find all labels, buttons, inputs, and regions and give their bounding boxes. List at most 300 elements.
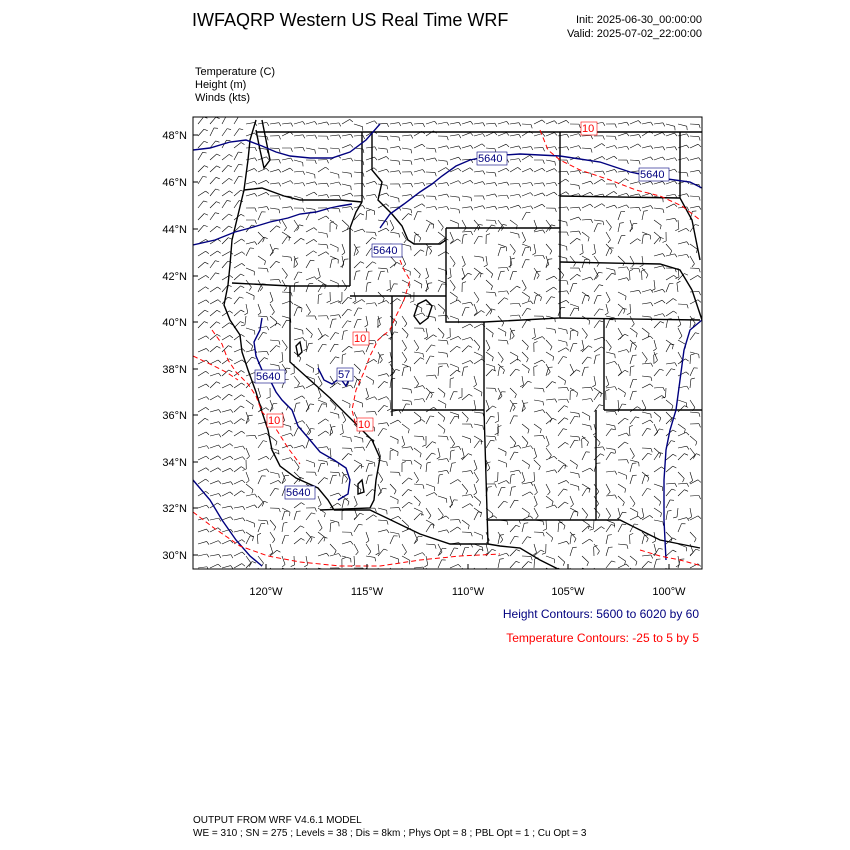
wind-barb-flag — [260, 576, 262, 579]
wind-barb-shaft — [678, 220, 679, 229]
wind-barb-flag — [610, 251, 612, 255]
wind-barb-flag — [279, 508, 280, 512]
wind-barb-flag — [217, 166, 221, 168]
wind-barb-flag — [530, 516, 533, 519]
wind-barb-flag — [217, 154, 221, 156]
wind-barb-shaft — [498, 220, 503, 227]
wind-barb-shaft — [666, 133, 674, 136]
wind-barb-flag — [363, 173, 364, 177]
wind-barb-shaft — [270, 472, 279, 474]
wind-barb-shaft — [606, 248, 610, 256]
wind-barb-flag — [240, 297, 244, 298]
wind-barb-flag — [435, 545, 436, 549]
wind-barb-flag — [579, 231, 581, 235]
lat-tick-label: 48°N — [162, 130, 187, 142]
wind-barb-flag — [491, 440, 495, 441]
wind-barb-shaft — [486, 400, 489, 408]
wind-barb-flag — [673, 466, 677, 468]
wind-barb-flag — [531, 125, 532, 129]
wind-barb-shaft — [354, 436, 363, 438]
wind-barb-flag — [684, 454, 688, 456]
wind-barb-flag — [471, 494, 473, 497]
wind-barb-shaft — [246, 193, 255, 196]
wind-barb-shaft — [606, 273, 612, 280]
wind-barb-shaft — [258, 456, 266, 460]
wind-barb-flag — [430, 251, 432, 254]
wind-barb-shaft — [666, 181, 674, 184]
wind-barb-flag — [534, 342, 538, 343]
wind-barb-flag — [327, 149, 328, 153]
wind-barb-shaft — [678, 424, 685, 429]
wind-barb-flag — [242, 349, 245, 352]
wind-barb-shaft — [402, 352, 407, 360]
wind-barb-flag — [684, 490, 688, 492]
wind-barb-shaft — [426, 492, 434, 496]
wind-barb-flag — [637, 407, 640, 409]
wind-barb-flag — [231, 566, 233, 569]
wind-barb-shaft — [474, 484, 477, 493]
wind-barb-flag — [206, 348, 209, 351]
wind-barb-flag — [351, 541, 353, 544]
wind-barb-flag — [252, 357, 256, 358]
wind-barb-flag — [507, 291, 509, 295]
wind-barb-flag — [651, 146, 653, 149]
wind-barb-flag — [241, 383, 244, 385]
wind-barb-flag — [591, 219, 593, 223]
wind-barb-flag — [346, 479, 348, 482]
wind-barb-flag — [528, 369, 529, 373]
wind-barb-shaft — [270, 292, 273, 300]
wind-barb-flag — [423, 399, 425, 402]
wind-barb-shaft — [222, 200, 227, 208]
wind-barb-shaft — [450, 300, 458, 304]
wind-barb-flag — [320, 384, 323, 387]
wind-barb-flag — [480, 273, 481, 277]
wind-barb-flag — [504, 298, 508, 300]
wind-barb-shaft — [678, 559, 680, 568]
wind-barb-flag — [351, 207, 353, 210]
wind-barb-flag — [278, 480, 281, 483]
wind-barb-flag — [275, 488, 279, 489]
wind-barb-flag — [699, 158, 701, 161]
wind-barb-shaft — [342, 220, 349, 226]
wind-barb-flag — [229, 394, 233, 396]
wind-barb-flag — [551, 538, 552, 542]
wind-barb-flag — [361, 464, 362, 468]
wind-barb-shaft — [546, 340, 552, 347]
wind-barb-flag — [299, 225, 303, 226]
wind-barb-shaft — [474, 376, 477, 385]
wind-barb-shaft — [366, 544, 371, 552]
wind-barb-shaft — [198, 176, 203, 184]
wind-barb-shaft — [246, 472, 249, 480]
wind-barb-flag — [577, 238, 580, 240]
wind-barb-shaft — [534, 435, 543, 436]
wind-barb-flag — [255, 147, 257, 151]
wind-barb-shaft — [318, 268, 320, 277]
wind-barb-shaft — [498, 121, 507, 124]
wind-barb-shaft — [498, 133, 506, 136]
wind-barb-shaft — [318, 328, 322, 336]
wind-barb-flag — [411, 135, 413, 139]
wind-barb-shaft — [666, 454, 673, 460]
wind-barb-flag — [266, 180, 269, 183]
wind-barb-shaft — [234, 383, 241, 388]
wind-barb-shaft — [414, 472, 419, 480]
wind-barb-flag — [519, 470, 521, 473]
wind-barb-flag — [458, 300, 461, 303]
wind-barb-shaft — [486, 406, 493, 412]
wind-barb-flag — [608, 240, 611, 243]
wind-barb-shaft — [426, 556, 428, 565]
wind-barb-shaft — [438, 183, 447, 184]
wind-barb-flag — [635, 346, 637, 350]
wind-barb-shaft — [570, 364, 574, 372]
wind-barb-flag — [500, 366, 504, 367]
wind-barb-shaft — [558, 268, 564, 275]
wind-barb-flag — [291, 458, 293, 461]
wind-barb-flag — [351, 186, 352, 190]
wind-barb-shaft — [582, 295, 585, 304]
wind-barb-flag — [606, 389, 610, 391]
wind-barb-flag — [284, 288, 287, 291]
wind-barb-flag — [482, 144, 485, 147]
wind-barb-flag — [399, 146, 401, 149]
wind-barb-shaft — [450, 232, 453, 240]
wind-barb-flag — [217, 310, 220, 312]
wind-barb-shaft — [618, 146, 627, 148]
wind-barb-flag — [219, 434, 221, 437]
wind-barb-shaft — [306, 328, 312, 334]
wind-barb-flag — [458, 480, 461, 483]
wind-barb-shaft — [294, 503, 301, 508]
wind-barb-flag — [432, 442, 436, 444]
wind-barb-shaft — [534, 295, 536, 304]
wind-barb-shaft — [414, 420, 422, 424]
wind-barb-flag — [627, 267, 629, 271]
wind-barb-shaft — [450, 316, 458, 319]
wind-barb-shaft — [366, 283, 367, 292]
wind-barb-flag — [543, 435, 545, 439]
wind-barb-shaft — [654, 322, 660, 328]
wind-barb-flag — [231, 410, 233, 413]
wind-barb-flag — [287, 237, 291, 238]
wind-barb-flag — [241, 274, 245, 276]
wind-barb-shaft — [654, 387, 663, 388]
wind-barb-flag — [302, 421, 305, 424]
wind-barb-flag — [483, 426, 484, 430]
wind-barb-shaft — [198, 251, 206, 256]
wind-barb-shaft — [690, 448, 695, 455]
wind-barb-flag — [427, 462, 431, 463]
wind-barb-shaft — [618, 400, 619, 409]
wind-barb-shaft — [582, 148, 591, 149]
wind-barb-flag — [255, 494, 257, 497]
wind-barb-shaft — [462, 256, 465, 264]
wind-barb-flag — [651, 206, 653, 209]
wind-barb-flag — [650, 336, 653, 339]
wind-barb-shaft — [438, 251, 446, 256]
wind-barb-shaft — [318, 195, 327, 196]
wind-barb-flag — [495, 194, 497, 197]
wind-barb-shaft — [594, 156, 602, 160]
wind-barb-shaft — [270, 436, 277, 442]
wind-barb-flag — [495, 183, 497, 186]
wind-barb-shaft — [210, 396, 218, 400]
wind-barb-flag — [416, 348, 418, 351]
wind-barb-shaft — [510, 500, 514, 508]
wind-barb-shaft — [426, 158, 435, 160]
wind-barb-flag — [331, 426, 335, 427]
wind-barb-shaft — [234, 518, 243, 520]
wind-barb-shaft — [366, 460, 375, 463]
wind-barb-shaft — [594, 337, 603, 340]
wind-barb-shaft — [210, 300, 218, 304]
wind-barb-flag — [517, 359, 520, 361]
wind-barb-shaft — [498, 559, 500, 568]
wind-barb-shaft — [426, 520, 434, 524]
wind-barb-flag — [541, 550, 545, 552]
wind-barb-shaft — [486, 352, 493, 357]
wind-barb-shaft — [618, 308, 623, 316]
wind-barb-shaft — [378, 508, 387, 510]
wind-barb-shaft — [498, 328, 506, 332]
wind-barb-shaft — [534, 410, 543, 412]
wind-barb-flag — [423, 386, 425, 389]
wind-barb-shaft — [438, 516, 446, 520]
wind-barb-shaft — [618, 512, 622, 520]
wind-barb-shaft — [498, 244, 506, 247]
wind-barb-shaft — [318, 532, 325, 538]
wind-barb-flag — [252, 405, 253, 409]
wind-barb-shaft — [426, 453, 432, 460]
wind-barb-shaft — [366, 475, 368, 484]
wind-barb-flag — [326, 252, 329, 255]
wind-barb-shaft — [570, 331, 571, 340]
wind-barb-flag — [315, 150, 316, 154]
wind-barb-shaft — [282, 556, 285, 564]
wind-barb-shaft — [690, 333, 695, 340]
wind-barb-shaft — [462, 220, 466, 228]
lon-tick-label: 100°W — [652, 586, 686, 598]
wind-barb-shaft — [606, 156, 614, 160]
wind-barb-flag — [527, 537, 531, 538]
wind-barb-shaft — [342, 228, 350, 232]
wind-barb-shaft — [246, 536, 250, 544]
wind-barb-shaft — [198, 418, 205, 424]
wind-barb-shaft — [198, 446, 207, 448]
wind-barb-shaft — [438, 352, 447, 353]
wind-barb-flag — [506, 168, 509, 171]
wind-barb-flag — [327, 160, 329, 164]
wind-barb-shaft — [318, 431, 326, 436]
wind-barb-flag — [675, 194, 677, 197]
wind-barb-shaft — [522, 308, 527, 316]
wind-barb-flag — [648, 453, 652, 454]
wind-barb-shaft — [690, 158, 699, 160]
wind-barb-flag — [480, 549, 484, 550]
wind-barb-flag — [622, 524, 626, 525]
wind-barb-shaft — [366, 532, 369, 540]
wind-barb-shaft — [546, 121, 554, 124]
wind-barb-flag — [516, 525, 520, 526]
wind-barb-shaft — [402, 256, 406, 264]
wind-barb-shaft — [618, 442, 625, 448]
wind-barb-flag — [229, 178, 232, 180]
wind-barb-shaft — [402, 367, 404, 376]
wind-barb-flag — [458, 564, 461, 567]
wind-barb-shaft — [426, 247, 428, 256]
wind-barb-shaft — [666, 466, 673, 472]
wind-barb-shaft — [222, 394, 229, 400]
wind-barb-shaft — [306, 556, 308, 565]
wind-barb-flag — [324, 537, 328, 538]
wind-barb-flag — [264, 358, 268, 360]
wind-barb-flag — [363, 447, 365, 451]
wind-barb-shaft — [486, 328, 493, 333]
wind-barb-shaft — [678, 483, 687, 484]
wind-barb-shaft — [462, 471, 471, 472]
wind-barb-shaft — [222, 566, 231, 568]
wind-barb-shaft — [306, 228, 314, 232]
wind-barb-flag — [639, 207, 641, 211]
wind-barb-shaft — [402, 400, 411, 401]
wind-barb-flag — [204, 201, 208, 202]
wind-barb-flag — [528, 562, 532, 564]
wind-barb-shaft — [438, 448, 440, 457]
wind-barb-flag — [663, 522, 664, 526]
wind-barb-flag — [527, 308, 531, 309]
wind-barb-shaft — [450, 208, 459, 209]
wind-barb-shaft — [642, 412, 651, 414]
wind-barb-shaft — [258, 469, 266, 472]
wind-barb-flag — [266, 469, 269, 472]
wind-barb-shaft — [462, 547, 465, 556]
lat-tick-label: 32°N — [162, 503, 187, 515]
wind-barb-flag — [365, 397, 368, 399]
wind-barb-flag — [566, 120, 569, 123]
wind-barb-shaft — [474, 400, 476, 409]
wind-barb-flag — [218, 456, 221, 459]
wind-barb-shaft — [330, 544, 336, 551]
wind-barb-flag — [636, 562, 637, 566]
wind-barb-flag — [205, 262, 209, 264]
wind-barb-flag — [435, 149, 436, 153]
wind-barb-flag — [479, 441, 483, 442]
wind-barb-shaft — [522, 155, 530, 160]
wind-barb-shaft — [330, 344, 335, 352]
wind-barb-shaft — [558, 489, 564, 496]
wind-barb-flag — [291, 148, 292, 152]
wind-barb-shaft — [546, 418, 553, 424]
wind-barb-flag — [516, 549, 520, 551]
wind-barb-shaft — [474, 512, 478, 520]
wind-barb-shaft — [474, 324, 482, 328]
wind-barb-shaft — [678, 254, 687, 256]
wind-barb-flag — [659, 548, 663, 549]
wind-barb-shaft — [498, 501, 504, 508]
wind-barb-shaft — [474, 268, 481, 273]
wind-barb-shaft — [630, 160, 639, 161]
wind-barb-shaft — [462, 121, 471, 124]
wind-barb-flag — [625, 418, 629, 420]
wind-barb-shaft — [210, 154, 217, 160]
wind-barb-shaft — [654, 157, 662, 160]
wind-barb-shaft — [438, 232, 445, 237]
wind-barb-shaft — [342, 331, 344, 340]
wind-barb-shaft — [450, 370, 457, 376]
wind-barb-shaft — [234, 310, 241, 316]
wind-barb-shaft — [257, 535, 258, 544]
wind-barb-shaft — [198, 322, 204, 328]
wind-barb-shaft — [690, 549, 696, 556]
wind-barb-shaft — [234, 164, 239, 172]
latitude-labels — [162, 130, 187, 562]
wind-barb-flag — [532, 337, 535, 339]
wind-barb-shaft — [558, 387, 567, 388]
wind-barb-shaft — [498, 206, 507, 208]
wind-barb-flag — [453, 287, 455, 290]
wind-barb-flag — [363, 161, 364, 165]
wind-barb-flag — [384, 381, 388, 383]
wind-barb-flag — [290, 301, 293, 304]
wind-barb-flag — [411, 447, 413, 450]
wind-barb-flag — [551, 297, 555, 298]
wind-barb-flag — [241, 419, 244, 421]
wind-barb-flag — [343, 420, 346, 423]
wind-barb-shaft — [570, 308, 574, 316]
wind-barb-flag — [206, 407, 209, 409]
wind-barb-shaft — [378, 148, 387, 149]
wind-barb-shaft — [210, 541, 218, 544]
wind-barb-shaft — [198, 432, 206, 436]
wind-barb-shaft — [582, 436, 589, 442]
wind-barb-shaft — [294, 338, 303, 340]
wind-barb-shaft — [450, 336, 458, 340]
wind-barb-shaft — [582, 484, 590, 489]
wind-barb-flag — [514, 443, 516, 447]
wind-barb-flag — [442, 548, 446, 549]
wind-barb-shaft — [618, 236, 621, 244]
wind-barb-shaft — [426, 345, 431, 352]
wind-barb-shaft — [642, 475, 645, 484]
wind-barb-shaft — [330, 244, 338, 248]
wind-barb-flag — [672, 489, 676, 490]
wind-barb-flag — [450, 378, 454, 379]
wind-barb-flag — [636, 574, 637, 578]
wind-barb-flag — [360, 513, 364, 514]
wind-barb-shaft — [306, 304, 311, 312]
wind-barb-flag — [459, 209, 460, 213]
wind-barb-flag — [615, 495, 617, 499]
wind-barb-shaft — [462, 268, 465, 277]
wind-barb-flag — [632, 456, 635, 459]
wind-barb-shaft — [222, 154, 229, 160]
wind-barb-flag — [254, 505, 257, 508]
wind-barb-flag — [374, 121, 377, 124]
wind-barb-shaft — [546, 352, 554, 357]
temp-contour-west — [193, 356, 238, 380]
wind-barb-shaft — [474, 436, 482, 441]
wind-barb-flag — [243, 530, 245, 533]
wind-barb-flag — [219, 410, 221, 413]
wind-barb-shaft — [510, 436, 516, 443]
wind-barb-flag — [375, 181, 377, 184]
wind-barb-shaft — [426, 375, 435, 376]
wind-barb-flag — [317, 277, 320, 279]
wind-barb-flag — [332, 259, 336, 260]
wind-barb-shaft — [246, 158, 255, 160]
